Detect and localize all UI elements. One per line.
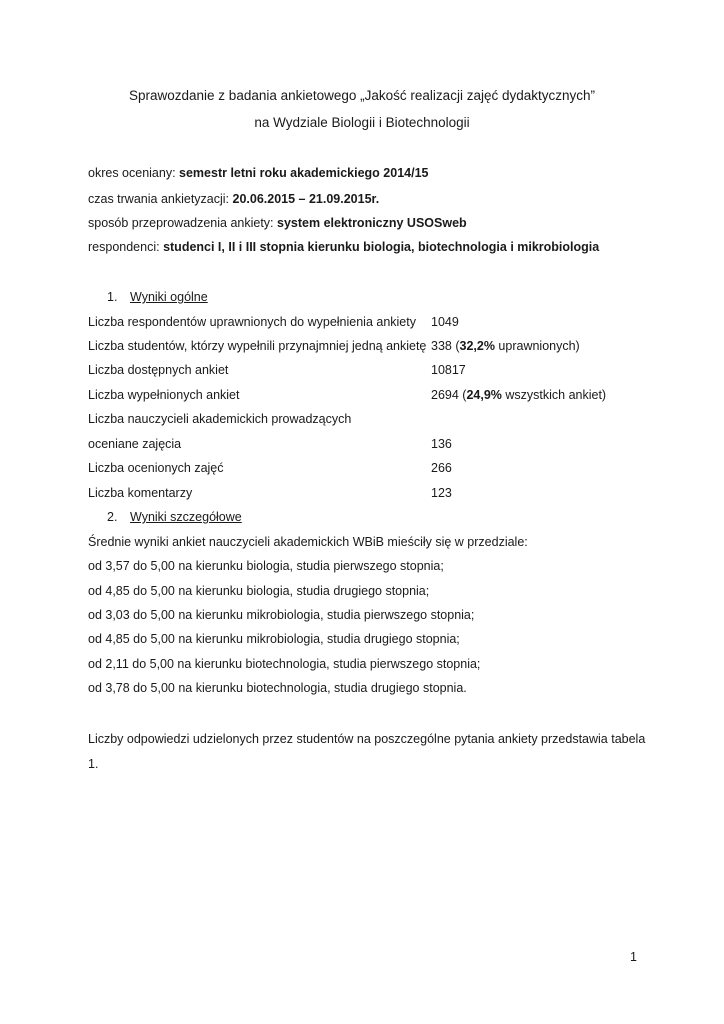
stat-value-post: uprawnionych) [494, 339, 580, 353]
results-intro: Średnie wyniki ankiet nauczycieli akademickich WBiB mieściły się w przedziale: [88, 535, 528, 549]
results-line: od 3,03 do 5,00 na kierunku mikrobiologia, studia pierwszego stopnia; [88, 608, 475, 622]
results-line: od 4,85 do 5,00 na kierunku biologia, studia drugiego stopnia; [88, 584, 430, 598]
stat-label: Liczba ocenionych zajęć [88, 461, 224, 475]
stat-label: Liczba respondentów uprawnionych do wypełnienia ankiety [88, 315, 416, 329]
stat-value: 1049 [431, 315, 459, 329]
results-line: od 3,57 do 5,00 na kierunku biologia, studia pierwszego stopnia; [88, 559, 444, 573]
info-respondents-label: respondenci: [88, 240, 164, 254]
stat-value: 266 [431, 461, 452, 475]
info-duration-label: czas trwania ankietyzacji: [88, 192, 233, 206]
stat-value-percent: 24,9% [466, 388, 502, 402]
stat-value-pre: 2694 ( [431, 388, 467, 402]
section-1-number: 1. [107, 290, 118, 304]
info-duration [88, 192, 379, 206]
info-period-label: okres oceniany: [88, 166, 180, 180]
section-1-title: Wyniki ogólne [130, 290, 208, 304]
info-period [88, 166, 428, 180]
results-line: od 4,85 do 5,00 na kierunku mikrobiologia, studia drugiego stopnia; [88, 632, 460, 646]
page-number: 1 [630, 950, 637, 964]
section-2-title: Wyniki szczegółowe [130, 510, 242, 524]
section-2-number: 2. [107, 510, 118, 524]
info-method-value: system elektroniczny USOSweb [277, 216, 467, 230]
closing-line-1: Liczby odpowiedzi udzielonych przez studentów na poszczególne pytania ankiety przedstawia tabela [88, 732, 646, 746]
stat-value: 123 [431, 486, 452, 500]
stat-value: 10817 [431, 363, 466, 377]
stat-label: Liczba studentów, którzy wypełnili przynajmniej jedną ankietę [88, 339, 427, 353]
stat-label: Liczba komentarzy [88, 486, 193, 500]
stat-value [430, 339, 580, 353]
stat-label: Liczba wypełnionych ankiet [88, 388, 240, 402]
info-period-value: semestr letni roku akademickiego 2014/15 [179, 166, 429, 180]
document-title-line-2: na Wydziale Biologii i Biotechnologii [254, 115, 470, 130]
results-line: od 2,11 do 5,00 na kierunku biotechnologia, studia pierwszego stopnia; [88, 657, 481, 671]
info-respondents-value: studenci I, II i III stopnia kierunku biologia, biotechnologia i mikrobiologia [163, 240, 600, 254]
info-method-label: sposób przeprowadzenia ankiety: [88, 216, 278, 230]
results-line: od 3,78 do 5,00 na kierunku biotechnologia, studia drugiego stopnia. [88, 681, 467, 695]
stat-value-pre: 338 ( [431, 339, 460, 353]
info-duration-value: 20.06.2015 – 21.09.2015r. [232, 192, 380, 206]
closing-line-2: 1. [88, 757, 99, 771]
stat-value [431, 388, 606, 402]
stat-value-percent: 32,2% [459, 339, 495, 353]
stat-label: Liczba dostępnych ankiet [88, 363, 229, 377]
stat-label: oceniane zajęcia [88, 437, 182, 451]
stat-value: 136 [431, 437, 452, 451]
info-respondents [88, 240, 599, 254]
document-title-line-1: Sprawozdanie z badania ankietowego „Jakość realizacji zajęć dydaktycznych” [129, 88, 595, 103]
info-method [88, 216, 467, 230]
stat-label: Liczba nauczycieli akademickich prowadzących [88, 412, 352, 426]
stat-value-post: wszystkich ankiet) [501, 388, 607, 402]
